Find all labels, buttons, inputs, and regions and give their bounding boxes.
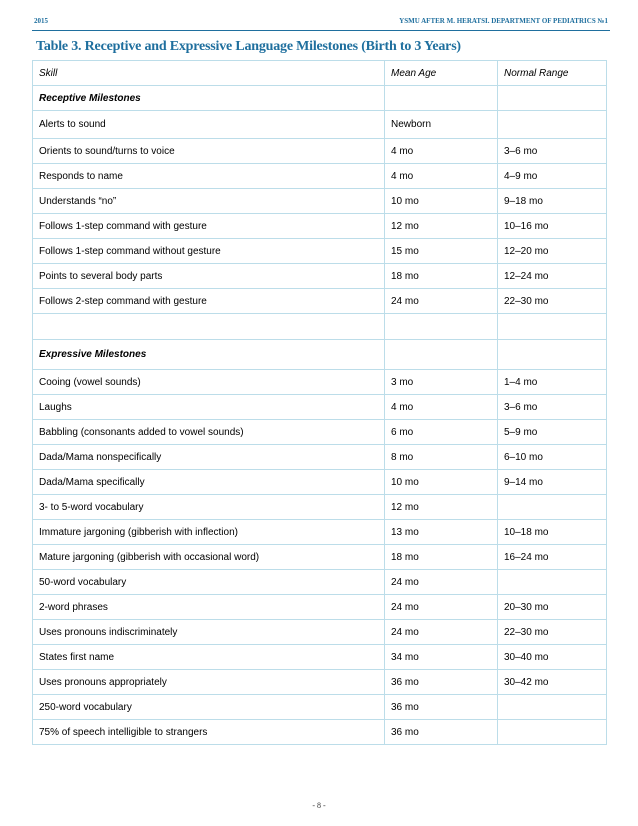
normal-range-cell: 3–6 mo [498, 395, 607, 420]
skill-cell: Points to several body parts [33, 264, 385, 289]
section-row-expressive [33, 340, 607, 370]
normal-range-cell: 12–24 mo [498, 264, 607, 289]
mean-age-cell: 12 mo [385, 214, 498, 239]
normal-range-cell: 20–30 mo [498, 595, 607, 620]
table-row [33, 111, 607, 139]
table-row [33, 470, 607, 495]
skill-cell: Understands “no” [33, 189, 385, 214]
skill-cell: 75% of speech intelligible to strangers [33, 720, 385, 745]
normal-range-cell [498, 695, 607, 720]
table-title: Table 3. Receptive and Expressive Language Milestones (Birth to 3 Years) [36, 39, 461, 54]
skill-cell: 50-word vocabulary [33, 570, 385, 595]
normal-range-cell: 12–20 mo [498, 239, 607, 264]
table-row [33, 545, 607, 570]
mean-age-cell: 8 mo [385, 445, 498, 470]
table-row [33, 289, 607, 314]
skill-cell: 2-word phrases [33, 595, 385, 620]
table-row [33, 620, 607, 645]
normal-range-cell: 16–24 mo [498, 545, 607, 570]
milestones-table [32, 60, 607, 745]
table-row [33, 420, 607, 445]
mean-age-cell: Newborn [385, 111, 498, 139]
section-heading-receptive: Receptive Milestones [33, 86, 385, 111]
normal-range-cell: 6–10 mo [498, 445, 607, 470]
normal-range-cell: 22–30 mo [498, 620, 607, 645]
table-row [33, 189, 607, 214]
table-cell [33, 314, 385, 340]
skill-cell: Dada/Mama specifically [33, 470, 385, 495]
skill-cell: 3- to 5-word vocabulary [33, 495, 385, 520]
table-row [33, 264, 607, 289]
column-header-skill: Skill [33, 61, 385, 86]
mean-age-cell: 36 mo [385, 720, 498, 745]
mean-age-cell: 13 mo [385, 520, 498, 545]
header-department: YSMU AFTER M. HERATSI. DEPARTMENT OF PEDIATRICS №1 [399, 17, 608, 25]
mean-age-cell: 12 mo [385, 495, 498, 520]
skill-cell: States first name [33, 645, 385, 670]
normal-range-cell: 5–9 mo [498, 420, 607, 445]
table-cell [385, 340, 498, 370]
table-row [33, 395, 607, 420]
skill-cell: Responds to name [33, 164, 385, 189]
normal-range-cell: 30–42 mo [498, 670, 607, 695]
mean-age-cell: 15 mo [385, 239, 498, 264]
table-cell [498, 86, 607, 111]
skill-cell: Follows 1-step command with gesture [33, 214, 385, 239]
skill-cell: Orients to sound/turns to voice [33, 139, 385, 164]
skill-cell: Babbling (consonants added to vowel sounds) [33, 420, 385, 445]
skill-cell: Immature jargoning (gibberish with inflection) [33, 520, 385, 545]
mean-age-cell: 34 mo [385, 645, 498, 670]
table-row [33, 445, 607, 470]
column-header-normal-range: Normal Range [498, 61, 607, 86]
table-header-row [33, 61, 607, 86]
normal-range-cell [498, 720, 607, 745]
table-cell [498, 340, 607, 370]
spacer-row [33, 314, 607, 340]
skill-cell: Mature jargoning (gibberish with occasional word) [33, 545, 385, 570]
mean-age-cell: 24 mo [385, 620, 498, 645]
skill-cell: Uses pronouns appropriately [33, 670, 385, 695]
skill-cell: Dada/Mama nonspecifically [33, 445, 385, 470]
table-row [33, 720, 607, 745]
mean-age-cell: 10 mo [385, 189, 498, 214]
mean-age-cell: 18 mo [385, 264, 498, 289]
table-row [33, 570, 607, 595]
table-body [33, 86, 607, 745]
mean-age-cell: 24 mo [385, 595, 498, 620]
table-row [33, 139, 607, 164]
table-cell [385, 86, 498, 111]
skill-cell: Laughs [33, 395, 385, 420]
skill-cell: Follows 1-step command without gesture [33, 239, 385, 264]
mean-age-cell: 36 mo [385, 695, 498, 720]
normal-range-cell: 3–6 mo [498, 139, 607, 164]
normal-range-cell: 30–40 mo [498, 645, 607, 670]
table-row [33, 214, 607, 239]
mean-age-cell: 24 mo [385, 570, 498, 595]
table-row [33, 645, 607, 670]
table-row [33, 239, 607, 264]
normal-range-cell: 10–16 mo [498, 214, 607, 239]
skill-cell: 250-word vocabulary [33, 695, 385, 720]
table-row [33, 695, 607, 720]
skill-cell: Cooing (vowel sounds) [33, 370, 385, 395]
table-cell [498, 314, 607, 340]
normal-range-cell: 1–4 mo [498, 370, 607, 395]
skill-cell: Uses pronouns indiscriminately [33, 620, 385, 645]
table-row [33, 495, 607, 520]
table-cell [385, 314, 498, 340]
mean-age-cell: 4 mo [385, 395, 498, 420]
table-row [33, 595, 607, 620]
normal-range-cell [498, 111, 607, 139]
mean-age-cell: 3 mo [385, 370, 498, 395]
table-row [33, 520, 607, 545]
mean-age-cell: 4 mo [385, 164, 498, 189]
mean-age-cell: 10 mo [385, 470, 498, 495]
normal-range-cell [498, 495, 607, 520]
mean-age-cell: 4 mo [385, 139, 498, 164]
mean-age-cell: 24 mo [385, 289, 498, 314]
header-year: 2015 [34, 17, 48, 25]
table-row [33, 164, 607, 189]
table-row [33, 670, 607, 695]
skill-cell: Alerts to sound [33, 111, 385, 139]
section-row-receptive [33, 86, 607, 111]
mean-age-cell: 6 mo [385, 420, 498, 445]
normal-range-cell [498, 570, 607, 595]
section-heading-expressive: Expressive Milestones [33, 340, 385, 370]
column-header-mean-age: Mean Age [385, 61, 498, 86]
table-row [33, 370, 607, 395]
page-number: - 8 - [312, 801, 326, 810]
normal-range-cell: 9–18 mo [498, 189, 607, 214]
normal-range-cell: 10–18 mo [498, 520, 607, 545]
mean-age-cell: 18 mo [385, 545, 498, 570]
normal-range-cell: 9–14 mo [498, 470, 607, 495]
skill-cell: Follows 2-step command with gesture [33, 289, 385, 314]
normal-range-cell: 4–9 mo [498, 164, 607, 189]
normal-range-cell: 22–30 mo [498, 289, 607, 314]
mean-age-cell: 36 mo [385, 670, 498, 695]
page-header [32, 16, 610, 31]
